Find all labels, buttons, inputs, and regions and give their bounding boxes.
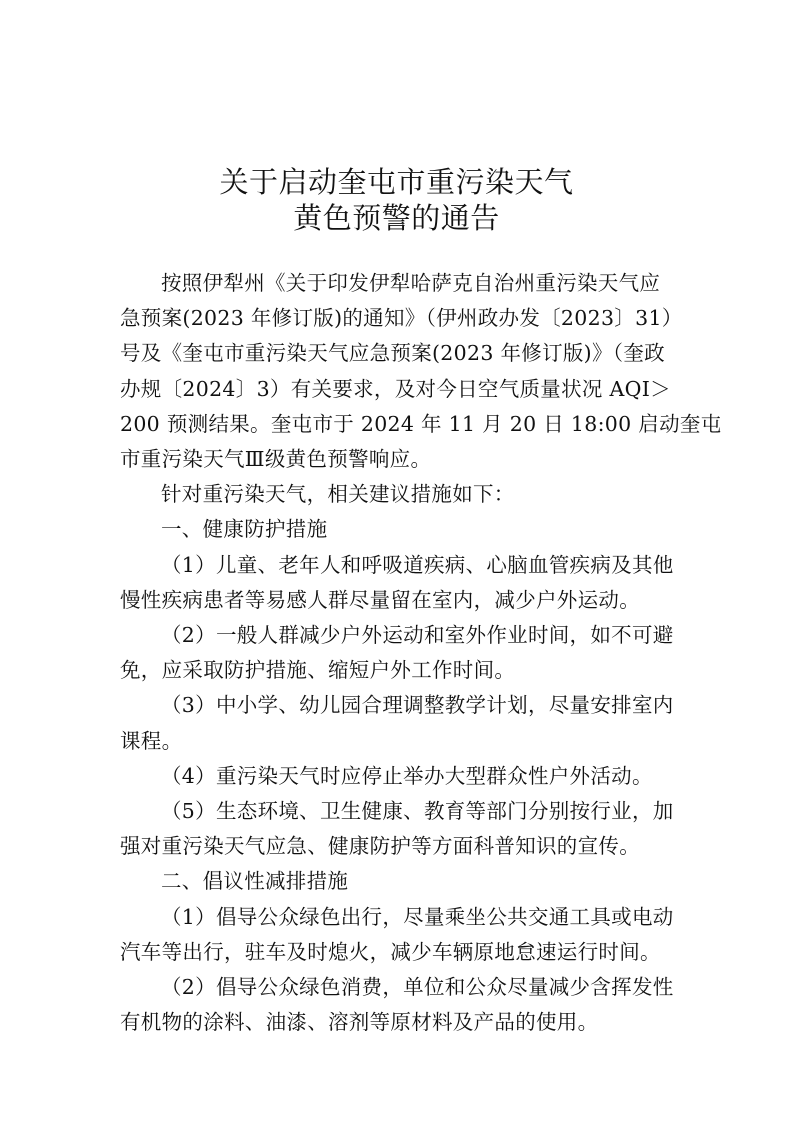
section2-item-1: [120, 900, 685, 970]
item-line: 课程。: [120, 728, 183, 753]
lead-sentence: 针对重污染天气，相关建议措施如下：: [161, 482, 515, 507]
intro-paragraph: [120, 266, 722, 477]
section1-item-1: [120, 548, 685, 618]
section1-heading: 一、健康防护措施: [161, 517, 328, 542]
item-line: （1）儿童、老年人和呼吸道疾病、心脑血管疾病及其他: [161, 552, 674, 577]
intro-line: 市重污染天气Ⅲ级黄色预警响应。: [120, 447, 432, 472]
item-line: 有机物的涂料、油漆、溶剂等原材料及产品的使用。: [120, 1010, 599, 1035]
item-line: 免，应采取防护措施、缩短户外工作时间。: [120, 658, 516, 683]
item-line: （5）生态环境、卫生健康、教育等部门分别按行业，加: [161, 799, 674, 824]
intro-line: 办规〔2024〕3）有关要求，及对今日空气质量状况 AQI＞: [120, 376, 671, 401]
intro-line: 急预案(2023 年修订版)的通知》（伊州政办发〔2023〕31）: [120, 306, 683, 331]
item-line: （3）中小学、幼儿园合理调整教学计划，尽量安排室内: [161, 693, 674, 718]
item-line: 强对重污染天气应急、健康防护等方面科普知识的宣传。: [120, 834, 640, 859]
item-line: （1）倡导公众绿色出行，尽量乘坐公共交通工具或电动: [161, 904, 674, 929]
section1-item-2: [120, 618, 685, 688]
section1-item-4: [120, 759, 685, 794]
section2-item-2: [120, 970, 685, 1040]
document-body: [120, 266, 722, 1040]
item-line: （2）一般人群减少户外运动和室外作业时间，如不可避: [161, 623, 674, 648]
item-line: 慢性疾病患者等易感人群尽量留在室内，减少户外运动。: [120, 587, 640, 612]
intro-line: 200 预测结果。奎屯市于 2024 年 11 月 20 日 18:00 启动奎屯: [120, 411, 722, 436]
item-line: 汽车等出行，驻车及时熄火，减少车辆原地怠速运行时间。: [120, 939, 661, 964]
intro-line: 号及《奎屯市重污染天气应急预案(2023 年修订版)》（奎政: [120, 341, 665, 366]
section2-heading: 二、倡议性减排措施: [161, 869, 349, 894]
section1-item-3: [120, 688, 685, 758]
intro-line: 按照伊犁州《关于印发伊犁哈萨克自治州重污染天气应: [161, 271, 661, 295]
document-title-line1: 关于启动奎屯市重污染天气: [219, 165, 574, 199]
item-line: （2）倡导公众绿色消费，单位和公众尽量减少含挥发性: [161, 975, 674, 1000]
item-line: （4）重污染天气时应停止举办大型群众性户外活动。: [161, 763, 653, 788]
section1-item-5: [120, 794, 685, 864]
document-title-line2: 黄色预警的通告: [293, 201, 500, 235]
